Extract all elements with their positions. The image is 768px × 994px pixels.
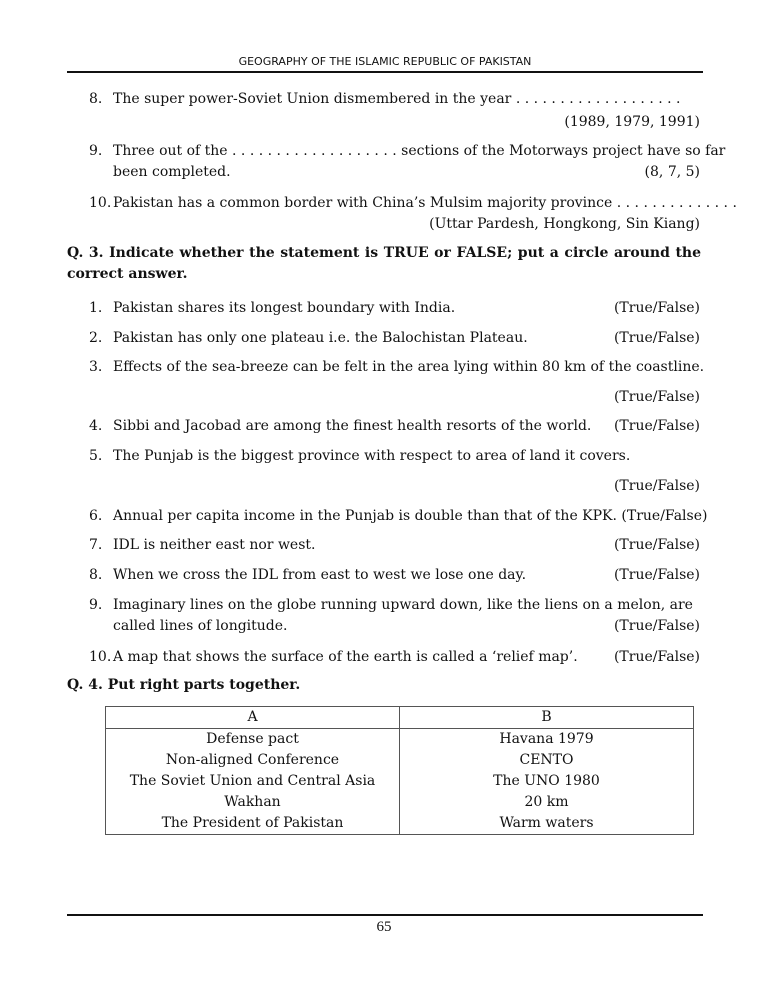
column-b-cell: 20 km: [400, 792, 694, 813]
table-row: [106, 792, 694, 813]
item-text: Pakistan has only one plateau i.e. the Balochistan Plateau.: [113, 330, 528, 346]
item-number: 8.: [89, 567, 103, 583]
item-text: Sibbi and Jacobad are among the finest health resorts of the world.: [113, 418, 592, 434]
true-false-label: (True/False): [613, 418, 700, 434]
item-text-continued: been completed.: [113, 164, 231, 180]
page-number: 65: [376, 919, 392, 935]
item-text: When we cross the IDL from east to west we lose one day.: [113, 567, 527, 583]
item-number: 6.: [89, 508, 103, 524]
column-b-cell: Havana 1979: [400, 729, 694, 751]
item-text: Imaginary lines on the globe running upward down, like the liens on a melon, are: [113, 597, 693, 613]
true-false-label: (True/False): [613, 649, 700, 665]
item-text-continued: called lines of longitude.: [113, 618, 288, 634]
true-false-label: (True/False): [613, 478, 700, 494]
column-a-cell: Wakhan: [106, 792, 400, 813]
item-number: 9.: [89, 143, 103, 159]
column-a-cell: The President of Pakistan: [106, 813, 400, 835]
true-false-label: (True/False): [613, 300, 700, 316]
item-options: (1989, 1979, 1991): [564, 114, 700, 130]
column-b-header: B: [400, 707, 694, 729]
item-text: The Punjab is the biggest province with respect to area of land it covers.: [113, 448, 631, 464]
q3-heading: Q. 3. Indicate whether the statement is TRUE or FALSE; put a circle around the correct answer.: [67, 245, 701, 282]
item-text: Three out of the . . . . . . . . . . . . . . . . . . . sections of the Motorways project have so far: [113, 143, 726, 159]
item-number: 9.: [89, 597, 103, 613]
item-text: IDL is neither east nor west.: [113, 537, 316, 553]
column-a-cell: The Soviet Union and Central Asia: [106, 771, 400, 792]
table-row: [106, 813, 694, 835]
item-options: (Uttar Pardesh, Hongkong, Sin Kiang): [429, 216, 700, 232]
table-header-row: [106, 707, 694, 729]
column-b-cell: CENTO: [400, 750, 694, 771]
true-false-label: (True/False): [613, 567, 700, 583]
true-false-label: (True/False): [613, 389, 700, 405]
item-text: Annual per capita income in the Punjab is double than that of the KPK. (True/False): [113, 508, 708, 524]
item-text: Pakistan has a common border with China’s Mulsim majority province . . . . . . . . . . . . . .: [113, 195, 737, 211]
item-number: 10.: [89, 195, 112, 211]
running-header: GEOGRAPHY OF THE ISLAMIC REPUBLIC OF PAKISTAN: [238, 55, 532, 68]
item-number: 8.: [89, 91, 103, 107]
true-false-label: (True/False): [613, 330, 700, 346]
item-text: Effects of the sea-breeze can be felt in the area lying within 80 km of the coastline.: [113, 359, 705, 375]
table-row: [106, 771, 694, 792]
item-text: The super power-Soviet Union dismembered in the year . . . . . . . . . . . . . . . . . . .: [113, 91, 681, 107]
footer-rule: [67, 914, 703, 916]
column-a-cell: Defense pact: [106, 729, 400, 751]
item-number: 7.: [89, 537, 103, 553]
matching-table: [105, 706, 694, 835]
column-a-header: A: [106, 707, 400, 729]
item-number: 3.: [89, 359, 103, 375]
item-number: 2.: [89, 330, 103, 346]
true-false-label: (True/False): [613, 618, 700, 634]
header-rule: [67, 71, 703, 73]
q4-heading: Q. 4. Put right parts together.: [67, 677, 301, 693]
column-a-cell: Non-aligned Conference: [106, 750, 400, 771]
item-options: (8, 7, 5): [644, 164, 700, 180]
item-number: 1.: [89, 300, 103, 316]
table-row: [106, 750, 694, 771]
item-text: Pakistan shares its longest boundary with India.: [113, 300, 456, 316]
item-number: 10.: [89, 649, 112, 665]
item-number: 4.: [89, 418, 103, 434]
table-row: [106, 729, 694, 751]
column-b-cell: Warm waters: [400, 813, 694, 835]
item-text: A map that shows the surface of the earth is called a ‘relief map’.: [113, 649, 578, 665]
true-false-label: (True/False): [613, 537, 700, 553]
item-number: 5.: [89, 448, 103, 464]
column-b-cell: The UNO 1980: [400, 771, 694, 792]
